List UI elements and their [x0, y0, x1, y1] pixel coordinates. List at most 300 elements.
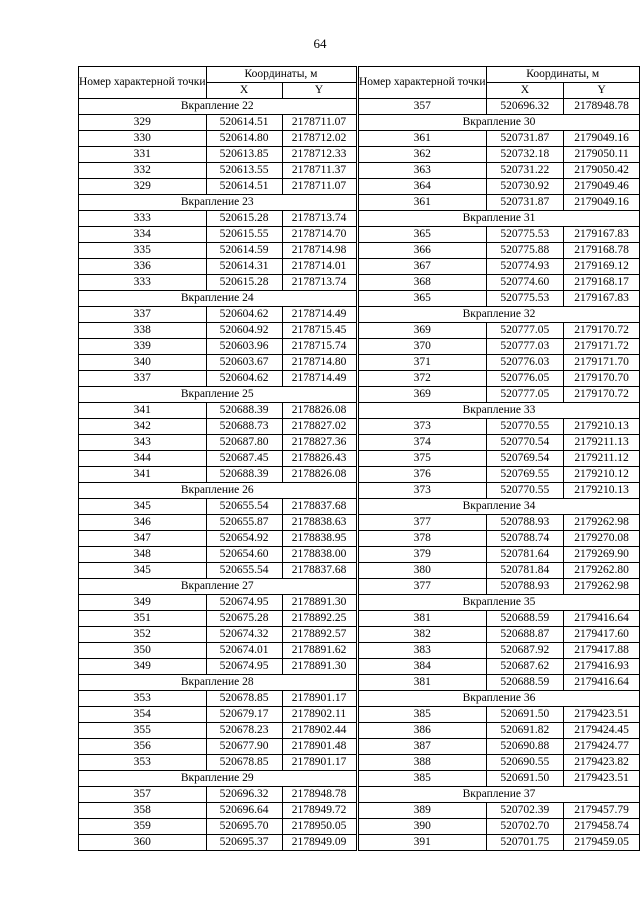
table-row — [359, 707, 640, 723]
point-number-cell: 353 — [79, 755, 207, 771]
table-row — [359, 467, 640, 483]
x-coordinate-cell: 520777.05 — [486, 387, 564, 403]
point-number-cell: 364 — [359, 179, 487, 195]
table-row — [359, 355, 640, 371]
x-coordinate-cell: 520688.39 — [206, 403, 282, 419]
y-coordinate-cell: 2179170.72 — [564, 323, 640, 339]
point-number-cell: 335 — [79, 243, 207, 259]
y-coordinate-cell: 2179210.12 — [564, 467, 640, 483]
y-coordinate-cell: 2178826.08 — [282, 403, 356, 419]
y-coordinate-cell: 2178712.02 — [282, 131, 356, 147]
x-coordinate-cell: 520604.92 — [206, 323, 282, 339]
x-coordinate-cell: 520688.87 — [486, 627, 564, 643]
point-number-cell: 373 — [359, 483, 487, 499]
coordinates-table-left — [78, 66, 357, 851]
point-number-cell: 341 — [79, 403, 207, 419]
y-coordinate-cell: 2179416.64 — [564, 611, 640, 627]
group-label: Вкрапление 32 — [359, 307, 640, 323]
y-coordinate-cell: 2178711.07 — [282, 115, 356, 131]
y-coordinate-cell: 2179417.60 — [564, 627, 640, 643]
point-number-cell: 338 — [79, 323, 207, 339]
group-header-row — [79, 483, 357, 499]
table-row — [79, 515, 357, 531]
group-header-row — [359, 307, 640, 323]
group-label: Вкрапление 23 — [79, 195, 357, 211]
x-coordinate-cell: 520614.59 — [206, 243, 282, 259]
table-row — [359, 771, 640, 787]
table-row — [359, 147, 640, 163]
y-coordinate-cell: 2178948.78 — [564, 99, 640, 115]
y-coordinate-cell: 2178714.49 — [282, 307, 356, 323]
point-number-cell: 374 — [359, 435, 487, 451]
y-coordinate-cell: 2179423.51 — [564, 707, 640, 723]
point-number-cell: 369 — [359, 387, 487, 403]
table-row — [359, 179, 640, 195]
group-header-row — [79, 579, 357, 595]
table-row — [79, 243, 357, 259]
point-number-cell: 356 — [79, 739, 207, 755]
y-coordinate-cell: 2179424.45 — [564, 723, 640, 739]
y-coordinate-cell: 2179049.16 — [564, 195, 640, 211]
table-row — [79, 403, 357, 419]
y-coordinate-cell: 2178827.02 — [282, 419, 356, 435]
point-number-cell: 340 — [79, 355, 207, 371]
point-number-cell: 377 — [359, 515, 487, 531]
y-coordinate-cell: 2178892.57 — [282, 627, 356, 643]
group-header-row — [79, 387, 357, 403]
y-coordinate-cell: 2179168.78 — [564, 243, 640, 259]
table-row — [359, 163, 640, 179]
header-point-number: Номер характерной точки — [359, 67, 487, 99]
table-row — [359, 579, 640, 595]
point-number-cell: 336 — [79, 259, 207, 275]
point-number-cell: 368 — [359, 275, 487, 291]
table-row — [79, 339, 357, 355]
x-coordinate-cell: 520614.51 — [206, 115, 282, 131]
point-number-cell: 350 — [79, 643, 207, 659]
point-number-cell: 379 — [359, 547, 487, 563]
header-point-number: Номер характерной точки — [79, 67, 207, 99]
y-coordinate-cell: 2179169.12 — [564, 259, 640, 275]
y-coordinate-cell: 2178891.30 — [282, 659, 356, 675]
table-row — [79, 451, 357, 467]
x-coordinate-cell: 520788.74 — [486, 531, 564, 547]
x-coordinate-cell: 520775.53 — [486, 227, 564, 243]
x-coordinate-cell: 520788.93 — [486, 579, 564, 595]
y-coordinate-cell: 2178714.98 — [282, 243, 356, 259]
x-coordinate-cell: 520770.54 — [486, 435, 564, 451]
group-label: Вкрапление 29 — [79, 771, 357, 787]
point-number-cell: 339 — [79, 339, 207, 355]
y-coordinate-cell: 2178711.07 — [282, 179, 356, 195]
table-row — [79, 691, 357, 707]
table-row — [79, 163, 357, 179]
x-coordinate-cell: 520702.39 — [486, 803, 564, 819]
point-number-cell: 373 — [359, 419, 487, 435]
point-number-cell: 346 — [79, 515, 207, 531]
table-row — [79, 643, 357, 659]
group-header-row — [359, 595, 640, 611]
group-label: Вкрапление 33 — [359, 403, 640, 419]
group-header-row — [359, 115, 640, 131]
x-coordinate-cell: 520691.82 — [486, 723, 564, 739]
y-coordinate-cell: 2179167.83 — [564, 227, 640, 243]
point-number-cell: 333 — [79, 211, 207, 227]
table-row — [359, 451, 640, 467]
point-number-cell: 363 — [359, 163, 487, 179]
point-number-cell: 329 — [79, 115, 207, 131]
x-coordinate-cell: 520695.70 — [206, 819, 282, 835]
y-coordinate-cell: 2179050.11 — [564, 147, 640, 163]
x-coordinate-cell: 520730.92 — [486, 179, 564, 195]
y-coordinate-cell: 2178950.05 — [282, 819, 356, 835]
table-row — [79, 115, 357, 131]
table-row — [359, 563, 640, 579]
group-header-row — [79, 99, 357, 115]
x-coordinate-cell: 520655.54 — [206, 499, 282, 515]
point-number-cell: 357 — [359, 99, 487, 115]
table-row — [79, 275, 357, 291]
point-number-cell: 360 — [79, 835, 207, 851]
x-coordinate-cell: 520691.50 — [486, 771, 564, 787]
point-number-cell: 370 — [359, 339, 487, 355]
header-y: Y — [282, 83, 356, 99]
x-coordinate-cell: 520678.23 — [206, 723, 282, 739]
table-row — [359, 483, 640, 499]
point-number-cell: 357 — [79, 787, 207, 803]
point-number-cell: 351 — [79, 611, 207, 627]
group-header-row — [359, 787, 640, 803]
x-coordinate-cell: 520615.28 — [206, 211, 282, 227]
right-table-body — [359, 99, 640, 851]
table-row — [79, 371, 357, 387]
x-coordinate-cell: 520690.88 — [486, 739, 564, 755]
x-coordinate-cell: 520677.90 — [206, 739, 282, 755]
y-coordinate-cell: 2179423.82 — [564, 755, 640, 771]
y-coordinate-cell: 2179269.90 — [564, 547, 640, 563]
group-label: Вкрапление 35 — [359, 595, 640, 611]
point-number-cell: 387 — [359, 739, 487, 755]
point-number-cell: 366 — [359, 243, 487, 259]
point-number-cell: 361 — [359, 131, 487, 147]
x-coordinate-cell: 520769.54 — [486, 451, 564, 467]
point-number-cell: 367 — [359, 259, 487, 275]
table-row — [79, 227, 357, 243]
table-row — [359, 611, 640, 627]
x-coordinate-cell: 520690.55 — [486, 755, 564, 771]
y-coordinate-cell: 2179168.17 — [564, 275, 640, 291]
x-coordinate-cell: 520777.05 — [486, 323, 564, 339]
table-row — [359, 819, 640, 835]
point-number-cell: 355 — [79, 723, 207, 739]
table-row — [359, 723, 640, 739]
y-coordinate-cell: 2178901.17 — [282, 755, 356, 771]
group-label: Вкрапление 22 — [79, 99, 357, 115]
point-number-cell: 375 — [359, 451, 487, 467]
y-coordinate-cell: 2179416.64 — [564, 675, 640, 691]
point-number-cell: 349 — [79, 659, 207, 675]
point-number-cell: 342 — [79, 419, 207, 435]
point-number-cell: 337 — [79, 307, 207, 323]
x-coordinate-cell: 520688.73 — [206, 419, 282, 435]
table-row — [359, 643, 640, 659]
y-coordinate-cell: 2179049.46 — [564, 179, 640, 195]
x-coordinate-cell: 520604.62 — [206, 371, 282, 387]
y-coordinate-cell: 2179167.83 — [564, 291, 640, 307]
group-label: Вкрапление 25 — [79, 387, 357, 403]
y-coordinate-cell: 2178711.37 — [282, 163, 356, 179]
x-coordinate-cell: 520696.64 — [206, 803, 282, 819]
page-number: 64 — [313, 36, 327, 51]
y-coordinate-cell: 2179262.98 — [564, 579, 640, 595]
table-row — [79, 595, 357, 611]
table-row — [359, 659, 640, 675]
x-coordinate-cell: 520674.01 — [206, 643, 282, 659]
y-coordinate-cell: 2179262.98 — [564, 515, 640, 531]
point-number-cell: 385 — [359, 771, 487, 787]
x-coordinate-cell: 520688.59 — [486, 675, 564, 691]
table-row — [79, 723, 357, 739]
point-number-cell: 383 — [359, 643, 487, 659]
point-number-cell: 389 — [359, 803, 487, 819]
x-coordinate-cell: 520777.03 — [486, 339, 564, 355]
x-coordinate-cell: 520701.75 — [486, 835, 564, 851]
y-coordinate-cell: 2179423.51 — [564, 771, 640, 787]
point-number-cell: 381 — [359, 611, 487, 627]
y-coordinate-cell: 2178901.48 — [282, 739, 356, 755]
y-coordinate-cell: 2179171.72 — [564, 339, 640, 355]
point-number-cell: 347 — [79, 531, 207, 547]
point-number-cell: 371 — [359, 355, 487, 371]
table-row — [359, 195, 640, 211]
x-coordinate-cell: 520687.80 — [206, 435, 282, 451]
table-row — [79, 323, 357, 339]
y-coordinate-cell: 2178827.36 — [282, 435, 356, 451]
x-coordinate-cell: 520731.87 — [486, 131, 564, 147]
point-number-cell: 333 — [79, 275, 207, 291]
table-row — [359, 435, 640, 451]
y-coordinate-cell: 2178838.95 — [282, 531, 356, 547]
group-label: Вкрапление 24 — [79, 291, 357, 307]
y-coordinate-cell: 2178715.45 — [282, 323, 356, 339]
group-header-row — [79, 771, 357, 787]
x-coordinate-cell: 520679.17 — [206, 707, 282, 723]
table-row — [79, 531, 357, 547]
table-row — [79, 739, 357, 755]
table-row — [79, 131, 357, 147]
x-coordinate-cell: 520678.85 — [206, 691, 282, 707]
table-row — [359, 275, 640, 291]
table-row — [359, 243, 640, 259]
point-number-cell: 341 — [79, 467, 207, 483]
group-header-row — [79, 195, 357, 211]
y-coordinate-cell: 2179262.80 — [564, 563, 640, 579]
y-coordinate-cell: 2178891.62 — [282, 643, 356, 659]
x-coordinate-cell: 520774.93 — [486, 259, 564, 275]
table-row — [359, 835, 640, 851]
header-y: Y — [564, 83, 640, 99]
table-row — [359, 387, 640, 403]
y-coordinate-cell: 2178901.17 — [282, 691, 356, 707]
table-row — [359, 131, 640, 147]
y-coordinate-cell: 2178948.78 — [282, 787, 356, 803]
y-coordinate-cell: 2179210.13 — [564, 419, 640, 435]
x-coordinate-cell: 520655.54 — [206, 563, 282, 579]
group-header-row — [359, 691, 640, 707]
x-coordinate-cell: 520603.96 — [206, 339, 282, 355]
y-coordinate-cell: 2178714.70 — [282, 227, 356, 243]
x-coordinate-cell: 520770.55 — [486, 483, 564, 499]
y-coordinate-cell: 2179211.13 — [564, 435, 640, 451]
x-coordinate-cell: 520776.03 — [486, 355, 564, 371]
point-number-cell: 359 — [79, 819, 207, 835]
x-coordinate-cell: 520696.32 — [486, 99, 564, 115]
y-coordinate-cell: 2179270.08 — [564, 531, 640, 547]
y-coordinate-cell: 2178714.80 — [282, 355, 356, 371]
x-coordinate-cell: 520696.32 — [206, 787, 282, 803]
header-coordinates: Координаты, м — [206, 67, 356, 83]
x-coordinate-cell: 520674.32 — [206, 627, 282, 643]
table-row — [79, 499, 357, 515]
group-label: Вкрапление 31 — [359, 211, 640, 227]
x-coordinate-cell: 520775.53 — [486, 291, 564, 307]
table-row — [79, 755, 357, 771]
x-coordinate-cell: 520702.70 — [486, 819, 564, 835]
y-coordinate-cell: 2178949.09 — [282, 835, 356, 851]
group-label: Вкрапление 26 — [79, 483, 357, 499]
group-header-row — [79, 291, 357, 307]
x-coordinate-cell: 520678.85 — [206, 755, 282, 771]
y-coordinate-cell: 2178712.33 — [282, 147, 356, 163]
y-coordinate-cell: 2179211.12 — [564, 451, 640, 467]
x-coordinate-cell: 520688.39 — [206, 467, 282, 483]
y-coordinate-cell: 2178902.11 — [282, 707, 356, 723]
x-coordinate-cell: 520770.55 — [486, 419, 564, 435]
x-coordinate-cell: 520655.87 — [206, 515, 282, 531]
x-coordinate-cell: 520675.28 — [206, 611, 282, 627]
x-coordinate-cell: 520613.55 — [206, 163, 282, 179]
table-row — [79, 147, 357, 163]
point-number-cell: 388 — [359, 755, 487, 771]
point-number-cell: 361 — [359, 195, 487, 211]
y-coordinate-cell: 2178713.74 — [282, 275, 356, 291]
y-coordinate-cell: 2179049.16 — [564, 131, 640, 147]
point-number-cell: 334 — [79, 227, 207, 243]
table-row — [79, 355, 357, 371]
table-row — [359, 803, 640, 819]
table-row — [79, 307, 357, 323]
point-number-cell: 345 — [79, 499, 207, 515]
point-number-cell: 378 — [359, 531, 487, 547]
x-coordinate-cell: 520613.85 — [206, 147, 282, 163]
y-coordinate-cell: 2179170.72 — [564, 387, 640, 403]
y-coordinate-cell: 2178838.63 — [282, 515, 356, 531]
coordinates-table-right — [358, 66, 640, 851]
x-coordinate-cell: 520775.88 — [486, 243, 564, 259]
y-coordinate-cell: 2178837.68 — [282, 563, 356, 579]
point-number-cell: 386 — [359, 723, 487, 739]
y-coordinate-cell: 2179050.42 — [564, 163, 640, 179]
point-number-cell: 391 — [359, 835, 487, 851]
table-row — [79, 659, 357, 675]
point-number-cell: 362 — [359, 147, 487, 163]
y-coordinate-cell: 2178891.30 — [282, 595, 356, 611]
group-label: Вкрапление 27 — [79, 579, 357, 595]
point-number-cell: 353 — [79, 691, 207, 707]
point-number-cell: 382 — [359, 627, 487, 643]
x-coordinate-cell: 520774.60 — [486, 275, 564, 291]
y-coordinate-cell: 2178826.08 — [282, 467, 356, 483]
point-number-cell: 358 — [79, 803, 207, 819]
x-coordinate-cell: 520781.84 — [486, 563, 564, 579]
header-x: X — [206, 83, 282, 99]
y-coordinate-cell: 2178715.74 — [282, 339, 356, 355]
point-number-cell: 343 — [79, 435, 207, 451]
point-number-cell: 344 — [79, 451, 207, 467]
group-label: Вкрапление 34 — [359, 499, 640, 515]
point-number-cell: 377 — [359, 579, 487, 595]
y-coordinate-cell: 2178902.44 — [282, 723, 356, 739]
table-row — [79, 419, 357, 435]
x-coordinate-cell: 520614.31 — [206, 259, 282, 275]
x-coordinate-cell: 520615.55 — [206, 227, 282, 243]
x-coordinate-cell: 520781.64 — [486, 547, 564, 563]
x-coordinate-cell: 520614.51 — [206, 179, 282, 195]
left-table-body — [79, 99, 357, 851]
table-row — [359, 323, 640, 339]
table-row — [79, 547, 357, 563]
x-coordinate-cell: 520776.05 — [486, 371, 564, 387]
table-row — [79, 803, 357, 819]
table-row — [79, 787, 357, 803]
point-number-cell: 331 — [79, 147, 207, 163]
group-header-row — [359, 403, 640, 419]
x-coordinate-cell: 520788.93 — [486, 515, 564, 531]
y-coordinate-cell: 2179210.13 — [564, 483, 640, 499]
header-x: X — [486, 83, 564, 99]
x-coordinate-cell: 520769.55 — [486, 467, 564, 483]
x-coordinate-cell: 520731.87 — [486, 195, 564, 211]
table-row — [79, 259, 357, 275]
point-number-cell: 365 — [359, 227, 487, 243]
point-number-cell: 330 — [79, 131, 207, 147]
x-coordinate-cell: 520687.62 — [486, 659, 564, 675]
x-coordinate-cell: 520695.37 — [206, 835, 282, 851]
group-header-row — [79, 675, 357, 691]
point-number-cell: 380 — [359, 563, 487, 579]
point-number-cell: 352 — [79, 627, 207, 643]
point-number-cell: 345 — [79, 563, 207, 579]
group-label: Вкрапление 36 — [359, 691, 640, 707]
point-number-cell: 337 — [79, 371, 207, 387]
table-row — [79, 211, 357, 227]
table-row — [359, 291, 640, 307]
y-coordinate-cell: 2178949.72 — [282, 803, 356, 819]
header-coordinates: Координаты, м — [486, 67, 640, 83]
x-coordinate-cell: 520687.45 — [206, 451, 282, 467]
table-row — [79, 563, 357, 579]
table-row — [359, 419, 640, 435]
point-number-cell: 369 — [359, 323, 487, 339]
y-coordinate-cell: 2179170.70 — [564, 371, 640, 387]
group-header-row — [359, 499, 640, 515]
x-coordinate-cell: 520615.28 — [206, 275, 282, 291]
point-number-cell: 385 — [359, 707, 487, 723]
y-coordinate-cell: 2178838.00 — [282, 547, 356, 563]
table-row — [79, 611, 357, 627]
point-number-cell: 329 — [79, 179, 207, 195]
table-row — [359, 531, 640, 547]
